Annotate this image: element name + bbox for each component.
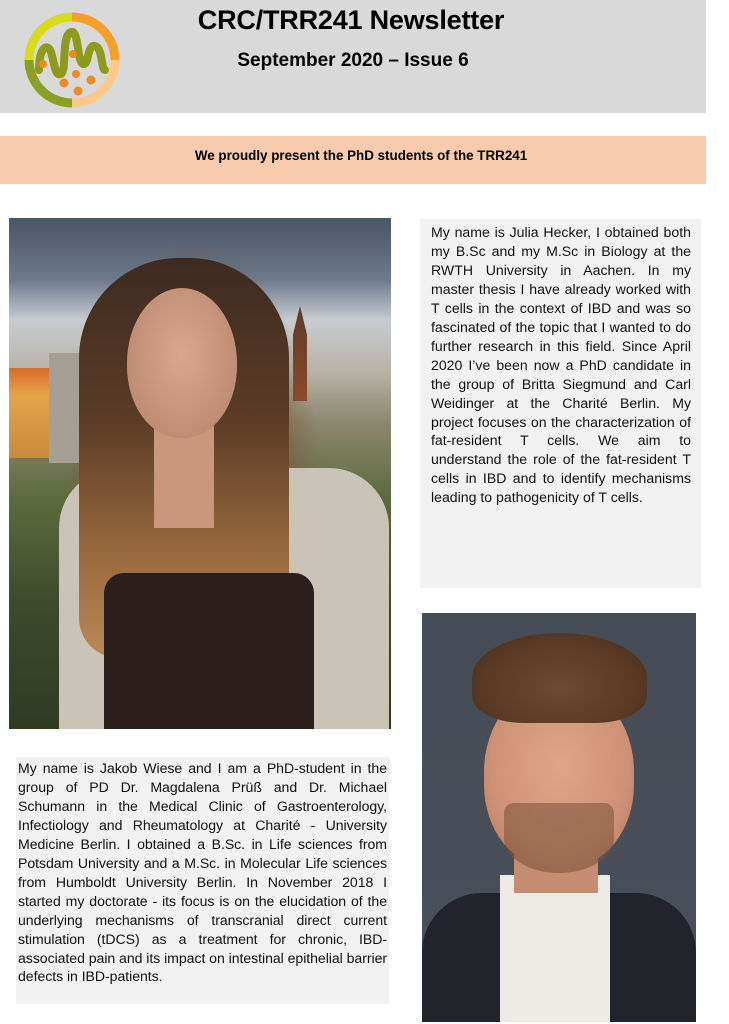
photo-julia-hecker (9, 218, 391, 729)
bio-text: My name is Jakob Wiese and I am a PhD-student in the group of PD Dr. Magdalena Prüß and Dr. Michael Schumann in the Medical Clinic of Gastroenterology, Infectiology and Rheumatology at Charité - University Medicine Berlin. I obtained a B.Sc. in Life sciences from Potsdam University and a M.Sc. in Molecular Life sciences from Humboldt University Berlin. In November 2018 I started my doctorate - its focus is on the elucidation of the underlying mechanisms of transcranial direct current stimulation (tDCS) as a treatment for chronic, IBD-associated pain and its impact on intestinal epithelial barrier defects in IBD-patients. (18, 760, 387, 985)
section-banner (0, 136, 706, 184)
photo-beard (504, 803, 614, 873)
bio-julia-hecker (420, 219, 701, 588)
issue-subtitle: September 2020 – Issue 6 (237, 50, 469, 71)
photo-face (127, 288, 237, 438)
photo-jakob-wiese (422, 613, 696, 1022)
photo-clothing (104, 573, 314, 729)
newsletter-title (0, 5, 706, 36)
photo-clothing (500, 875, 610, 1022)
photo-background-spire (293, 306, 307, 401)
photo-hair (472, 633, 647, 723)
banner-text: We proudly present the PhD students of the TRR241 (194, 148, 528, 163)
bio-jakob-wiese (16, 757, 389, 1004)
bio-text: My name is Julia Hecker, I obtained both my B.Sc and my M.Sc in Biology at the RWTH University in Aachen. In my master thesis I have already worked with T cells in the context of IBD and was so fascinated of the topic that I wanted to do further research in this field. Since April 2020 I’ve been now a PhD candidate in the group of Britta Siegmund and Carl Weidinger at the Charité Berlin. My project focuses on the characterization of fat-resident T cells. We aim to understand the role of the fat-resident T cells in IBD and to identify mechanisms leading to pathogenicity of T cells. (431, 224, 691, 506)
newsletter-title-text: CRC/TRR241 Newsletter (197, 5, 505, 35)
header-band (0, 0, 706, 113)
